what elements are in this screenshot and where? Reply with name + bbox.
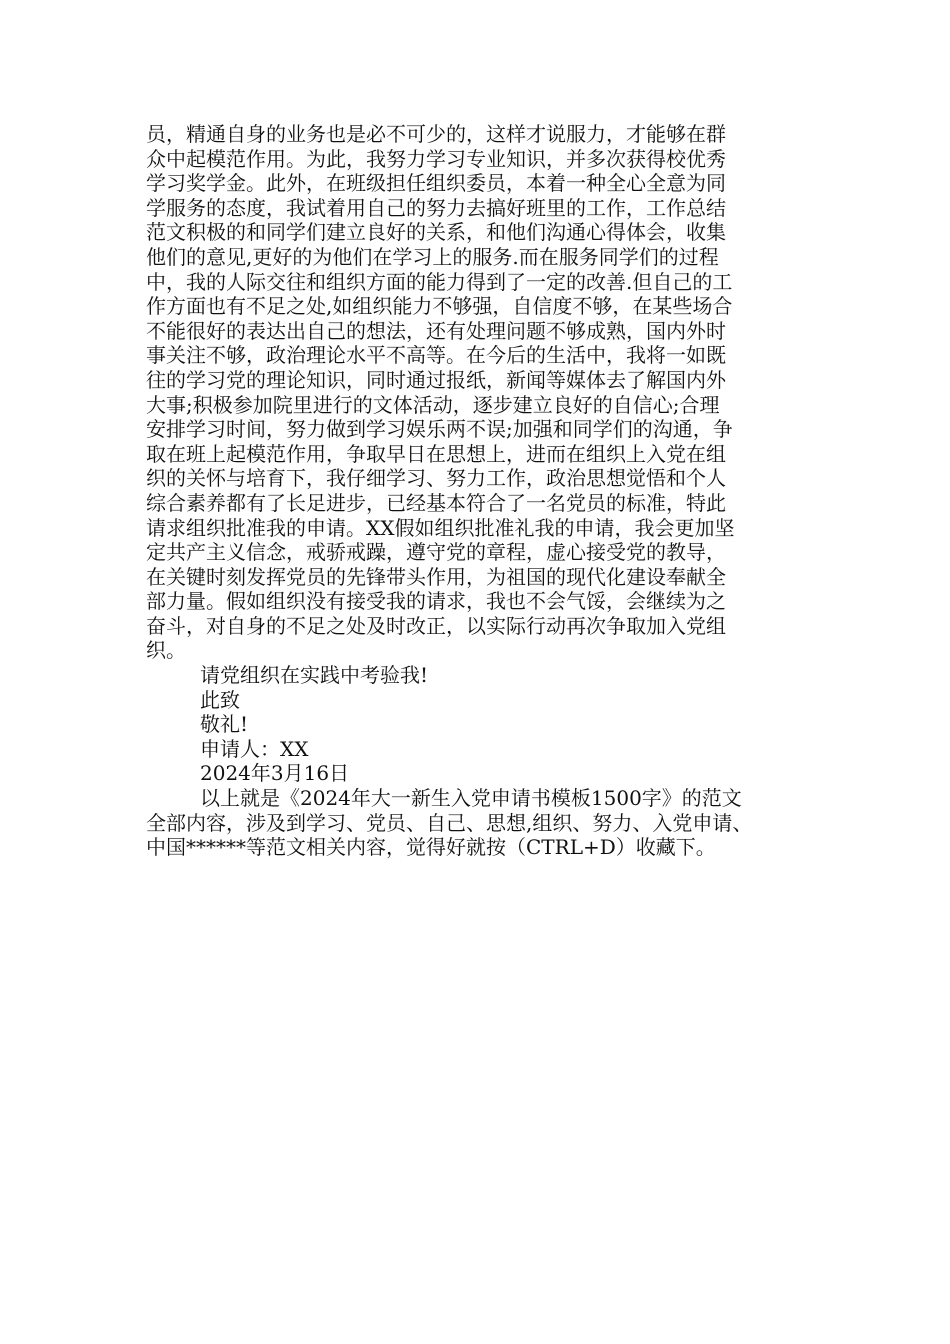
body-line: 织的关怀与培育下，我仔细学习、努力工作，政治思想觉悟和个人 — [146, 466, 726, 491]
summary-line: 全部内容，涉及到学习、党员、自己、思想,组织、努力、入党申请、 — [146, 810, 753, 835]
body-line: 往的学习党的理论知识，同时通过报纸，新闻等媒体去了解国内外 — [146, 367, 726, 392]
body-line: 综合素养都有了长足进步，已经基本符合了一名党员的标准，特此 — [146, 490, 726, 515]
body-line: 学服务的态度，我试着用自己的努力去搞好班里的工作，工作总结 — [146, 195, 726, 220]
body-line: 奋斗，对自身的不足之处及时改正，以实际行动再次争取加入党组 — [146, 613, 726, 638]
body-line: 作方面也有不足之处,如组织能力不够强，自信度不够，在某些场合 — [146, 294, 733, 319]
body-line: 取在班上起模范作用，争取早日在思想上，进而在组织上入党在组 — [146, 441, 726, 466]
body-line: 部力量。假如组织没有接受我的请求，我也不会气馁，会继续为之 — [146, 589, 726, 614]
body-line: 安排学习时间，努力做到学习娱乐两不误;加强和同学们的沟通，争 — [146, 417, 733, 442]
body-line: 员，精通自身的业务也是必不可少的，这样才说服力，才能够在群 — [146, 122, 726, 146]
body-line: 范文积极的和同学们建立良好的关系，和他们沟通心得体会，收集 — [146, 220, 726, 245]
body-line: 大事;积极参加院里进行的文体活动，逐步建立良好的自信心;合理 — [146, 392, 720, 417]
applicant-signature: 申请人：XX — [200, 736, 309, 761]
body-line: 定共产主义信念，戒骄戒躁，遵守党的章程，虚心接受党的教导， — [146, 540, 726, 565]
salutation-jingli: 敬礼! — [200, 712, 249, 737]
exam-line: 请党组织在实践中考验我! — [200, 663, 429, 688]
body-line: 织。 — [146, 638, 186, 663]
document-text — [146, 122, 818, 860]
summary-line: 以上就是《2024年大一新生入党申请书模板1500字》的范文 — [200, 786, 742, 811]
body-line: 不能很好的表达出自己的想法，还有处理问题不够成熟，国内外时 — [146, 318, 726, 343]
application-date: 2024年3月16日 — [200, 761, 350, 786]
summary-line: 中国******等范文相关内容，觉得好就按（CTRL+D）收藏下。 — [146, 835, 716, 860]
body-line: 请求组织批准我的申请。XX假如组织批准礼我的申请，我会更加坚 — [146, 515, 735, 540]
body-line: 学习奖学金。此外，在班级担任组织委员，本着一种全心全意为同 — [146, 171, 726, 196]
body-line: 事关注不够，政治理论水平不高等。在今后的生活中，我将一如既 — [146, 343, 726, 368]
body-line: 众中起模范作用。为此，我努力学习专业知识，并多次获得校优秀 — [146, 146, 726, 171]
body-line: 他们的意见,更好的为他们在学习上的服务.而在服务同学们的过程 — [146, 244, 719, 269]
body-line: 中，我的人际交往和组织方面的能力得到了一定的改善.但自己的工 — [146, 269, 733, 294]
body-line: 在关键时刻发挥党员的先锋带头作用，为祖国的现代化建设奉献全 — [146, 564, 726, 589]
salutation-cizhi: 此致 — [200, 687, 240, 712]
